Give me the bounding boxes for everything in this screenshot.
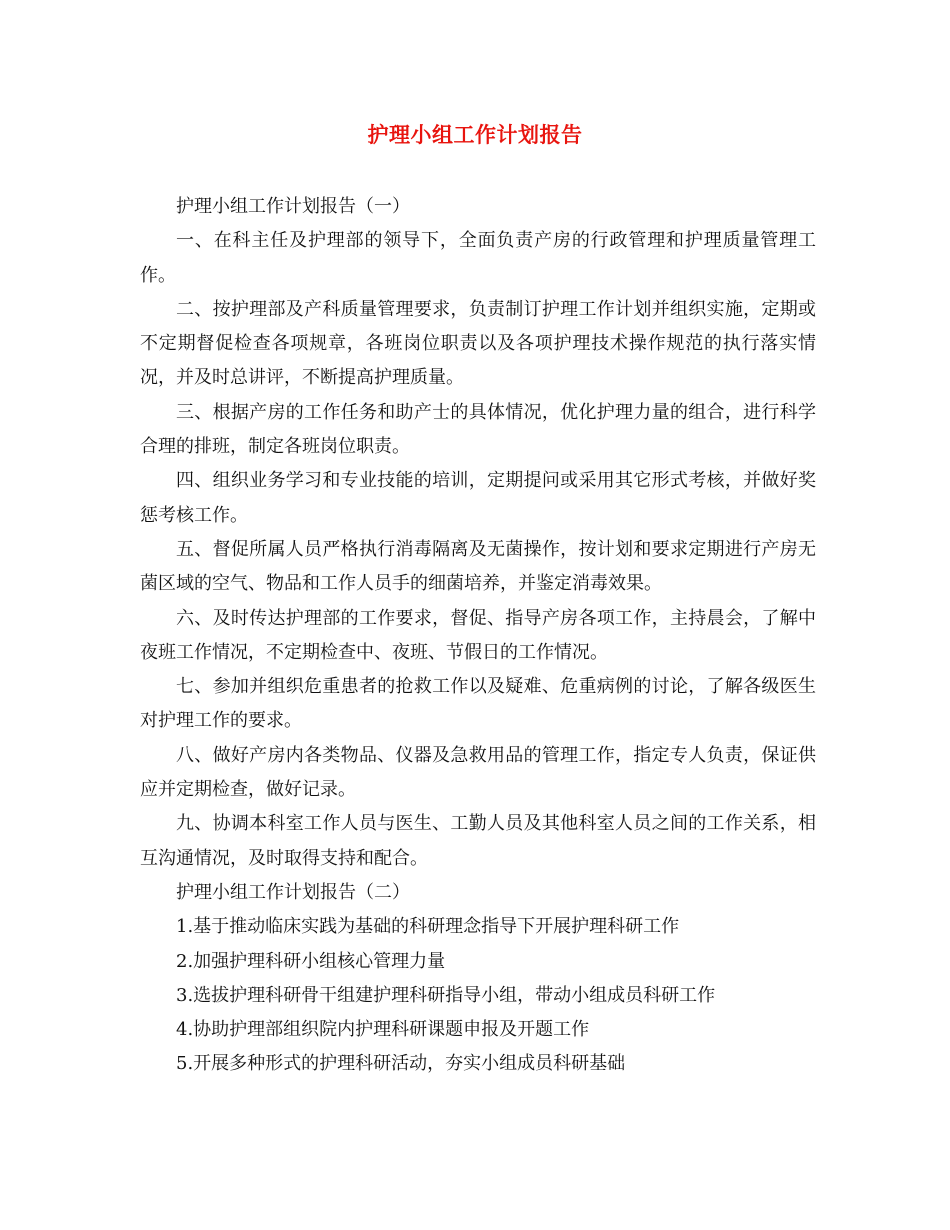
paragraph-item-9: 九、协调本科室工作人员与医生、工勤人员及其他科室人员之间的工作关系，相互沟通情况，及时取得支持和配合。 (140, 813, 816, 869)
document-body (140, 190, 816, 1082)
paragraph-item-8: 八、做好产房内各类物品、仪器及急救用品的管理工作，指定专人负责，保证供应并定期检查，做好记录。 (140, 744, 816, 801)
numbered-item-3: 3.选拔护理科研骨干组建护理科研指导小组，带动小组成员科研工作 (176, 984, 716, 1006)
numbered-item-1: 1.基于推动临床实践为基础的科研理念指导下开展护理科研工作 (176, 916, 680, 938)
numbered-item-5: 5.开展多种形式的护理科研活动，夯实小组成员科研基础 (176, 1053, 626, 1075)
section-heading-2: 护理小组工作计划报告（二） (176, 881, 410, 903)
paragraph-item-5: 五、督促所属人员严格执行消毒隔离及无菌操作，按计划和要求定期进行产房无菌区域的空气、物品和工作人员手的细菌培养，并鉴定消毒效果。 (140, 538, 816, 595)
numbered-item-2: 2.加强护理科研小组核心管理力量 (176, 950, 446, 972)
paragraph-item-2: 二、按护理部及产科质量管理要求，负责制订护理工作计划并组织实施，定期或不定期督促检查各项规章，各班岗位职责以及各项护理技术操作规范的执行落实情况，并及时总讲评，不断提高护理质量。 (140, 298, 816, 389)
section-heading-1: 护理小组工作计划报告（一） (176, 196, 410, 217)
document-title: 护理小组工作计划报告 (367, 122, 583, 147)
paragraph-item-1: 一、在科主任及护理部的领导下，全面负责产房的行政管理和护理质量管理工作。 (140, 230, 816, 286)
paragraph-item-6: 六、及时传达护理部的工作要求，督促、指导产房各项工作，主持晨会，了解中夜班工作情况，不定期检查中、夜班、节假日的工作情况。 (140, 607, 816, 663)
numbered-item-4: 4.协助护理部组织院内护理科研课题申报及开题工作 (176, 1019, 590, 1041)
paragraph-item-4: 四、组织业务学习和专业技能的培训，定期提问或采用其它形式考核，并做好奖惩考核工作。 (140, 470, 816, 526)
paragraph-item-3: 三、根据产房的工作任务和助产士的具体情况，优化护理力量的组合，进行科学合理的排班，制定各班岗位职责。 (140, 401, 816, 458)
paragraph-item-7: 七、参加并组织危重患者的抢救工作以及疑难、危重病例的讨论，了解各级医生对护理工作的要求。 (140, 676, 816, 732)
